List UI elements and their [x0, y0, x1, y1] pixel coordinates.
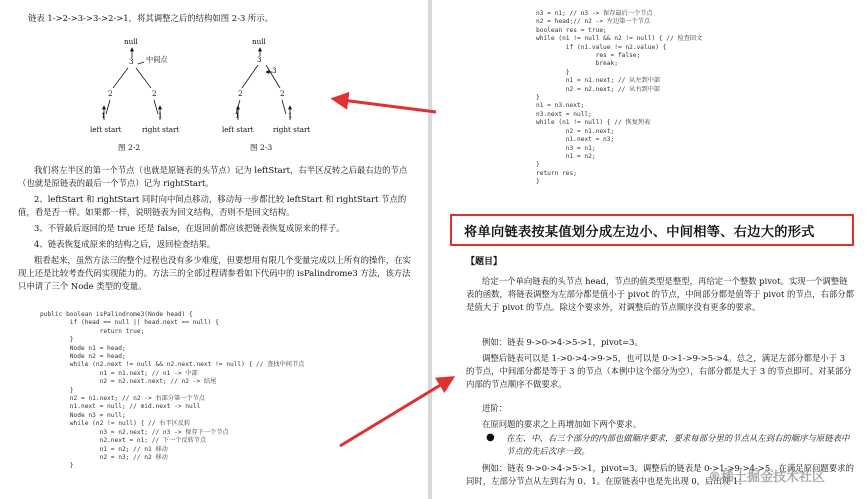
- code-listing-right: n3 = n1; // n3 -> 保存最后一个节点 n2 = head;// n2 -> 左边第一个节点 boolean res = true; while (n1 != null && n2 != null) { // 检查回文 if (n1.value != n2.value) { res = false; break; } n1 = n1.next; // 从左到中部 n2 = n2.next; // 从右到中部 } n1 = n3.next; n3.next = null; while (n1 != null) { // 恢复列表 n2 = n1.next; n1.next = n3; n3 = n1; n1 = n2; } return res; }: [536, 10, 703, 186]
- example-2: 例如：链表 9->0->4->5->1，pivot=3。调整后的链表是 0->1->9->4->5。在满足原问题要求的同时，左部分节点从左到右为 0、1。在原链表中也是先出现 0，后出现 1；: [466, 463, 854, 486]
- bullet-marker: ●: [486, 432, 495, 443]
- example-1: 例如：链表 9->0->4->5->1，pivot=3。: [482, 337, 643, 347]
- fig23-node-1-left: 1: [235, 111, 240, 120]
- fig23-right-start-label: right start: [273, 125, 311, 134]
- fig22-node-2-right: 2: [152, 89, 157, 98]
- intro-text: 链表 1->2->3->3->2->1，将其调整之后的结构如图 2-3 所示。: [28, 13, 274, 23]
- fig23-left-start-label: left start: [222, 125, 254, 134]
- fig23-null-label: null: [252, 37, 266, 46]
- fig23-node-2-left: 2: [238, 89, 243, 98]
- advanced-requirement: 在左、中、右三个部分的内部也做顺序要求，要求每部分里的节点从左到右的顺序与原链表中节点的先后次序一致。: [506, 433, 850, 456]
- fig22-midpoint-label: 中间点: [146, 55, 168, 64]
- section-heading: 将单向链表按某值划分成左边小、中间相等、右边大的形式: [464, 225, 815, 240]
- fig22-left-start-label: left start: [90, 125, 122, 134]
- fig23-node-3-upper: 3: [257, 55, 262, 64]
- fig22-node-2-left: 2: [108, 89, 113, 98]
- advanced-intro: 在原问题的要求之上再增加如下两个要求。: [482, 419, 642, 429]
- fig22-node-3: 3: [129, 57, 134, 66]
- fig22-right-start-label: right start: [142, 125, 180, 134]
- paragraph-explanation: 粗看起来，虽然方法三的整个过程也没有多少难度，但要想用有限几个变量完成以上所有的操作，在实现上还是比较考查代码实现能力的。方法三的全部过程请参看如下代码中的 isPalindrome3 方法，该方法只申请了三个 Node 类型的变量。: [18, 255, 411, 291]
- code-listing-left: public boolean isPalindrome3(Node head) { if (head == null || head.next == null) { return true; } Node n1 = head; Node n2 = head; while (n2.next != null && n2.next.next != null) { // 查找中间节点 n1 = n1.next; // n1 -> 中部 n2 = n2.next.next; // n2 -> 结尾 } n2 = n1.next; // n2 -> 右部分第一个节点 n1.next = null; // mid.next -> null Node n3 = null; while (n2 != null) { // 右半区反转 n3 = n2.next; // n3 -> 保存下一个节点 n2.next = n1; // 下一个反转节点 n1 = n2; // n1 移动 n2 = n3; // n2 移动 }: [40, 311, 305, 470]
- paragraph-step-2: 2、leftStart 和 rightStart 同时向中间点移动，移动每一步都比较 leftStart 和 rightStart 节点的值，看是否一样。如果都一样，说明链表为回文结构，否则不是回文结构。: [18, 194, 407, 217]
- paragraph-step-3: 3、不管最后返回的是 true 还是 false，在返回前都应该把链表恢复成原来的样子。: [34, 223, 345, 233]
- advanced-label: 进阶：: [482, 403, 508, 413]
- example-explanation: 调整后链表可以是 1->0->4->9->5，也可以是 0->1->9->5->4。总之，满足左部分都是小于 3 的节点，中间部分都是等于 3 的节点（本例中这个部分为空），右部分都是大于 3 的节点即可。对某部分内部的节点顺序不做要求。: [466, 353, 852, 389]
- fig23-node-2-right: 2: [280, 89, 285, 98]
- fig22-null-label: null: [124, 37, 138, 46]
- fig23-caption: 图 2-3: [250, 143, 273, 152]
- fig22-node-1-right: 1: [158, 111, 163, 120]
- fig23-node-1-right: 1: [288, 111, 293, 120]
- figure-2-3-diagram: [236, 48, 290, 120]
- problem-description: 给定一个单向链表的头节点 head，节点的值类型是整型，再给定一个整数 pivot。实现一个调整链表的函数，将链表调整为左部分都是值小于 pivot 的节点，中间部分都是值等于 pivot 的节点，右部分都是值大于 pivot 的节点。除这个要求外，对调整后的节点顺序没有更多的要求。: [466, 276, 855, 312]
- fig22-caption: 图 2-2: [118, 143, 141, 152]
- juejin-watermark: ®稀土掘金技术社区: [708, 470, 826, 485]
- paragraph-leftstart: 我们将左半区的第一个节点（也就是原链表的头节点）记为 leftStart，右半区反转之后最右边的节点（也就是原链表的最后一个节点）记为 rightStart。: [18, 165, 408, 188]
- fig23-node-3-side: 3: [272, 66, 277, 75]
- paragraph-step-4: 4、链表恢复成原来的结构之后，返回检查结果。: [34, 239, 216, 249]
- problem-subheading: 【题目】: [466, 257, 503, 267]
- fig22-node-1-left: 1: [101, 111, 106, 120]
